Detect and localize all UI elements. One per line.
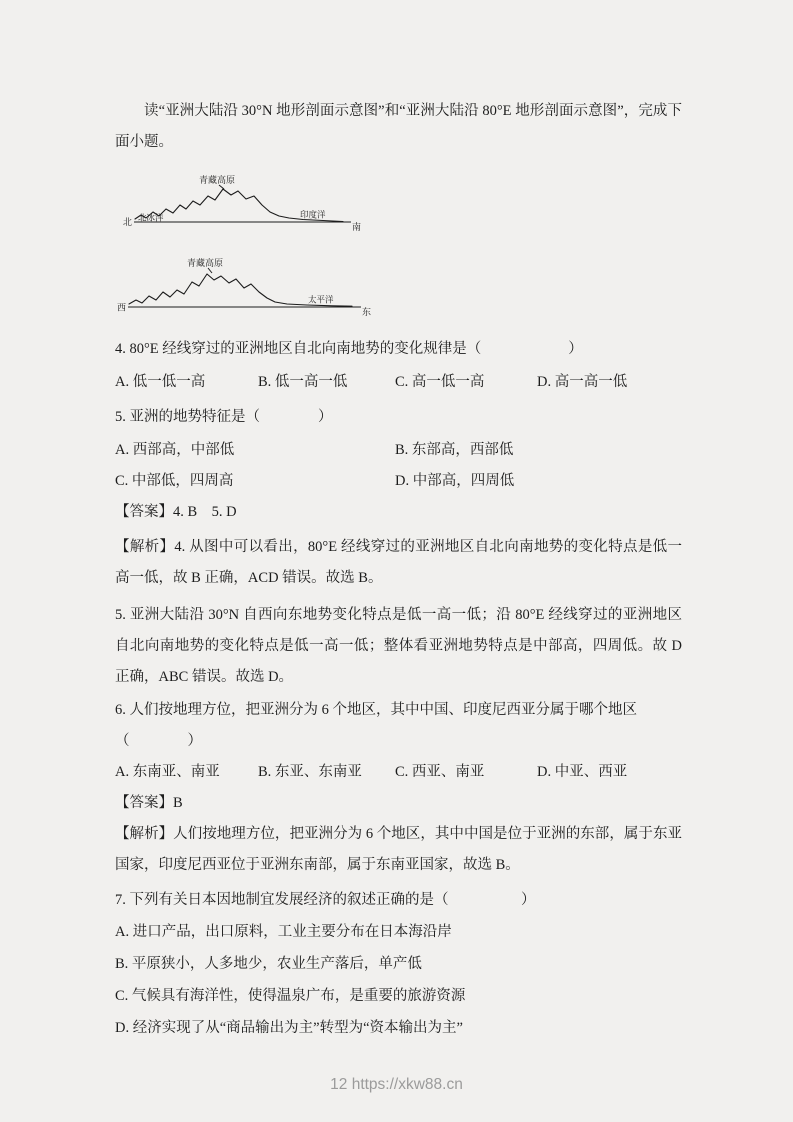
question-5-option-a: A. 西部高，中部低 xyxy=(115,442,235,458)
indian-ocean-label: 印度洋 xyxy=(300,209,326,220)
arctic-ocean-label: 北冰洋 xyxy=(138,212,164,223)
plateau-pointer-line xyxy=(219,185,224,189)
question-5-option-c: C. 中部低，四周高 xyxy=(115,473,234,489)
question-5-options xyxy=(115,435,682,497)
question-6-options xyxy=(115,757,682,788)
answer-6: 【答案】B xyxy=(115,795,183,811)
question-6-option-b: B. 东亚、东南亚 xyxy=(258,764,362,780)
plateau-label: 青藏高原 xyxy=(187,258,224,268)
west-direction-label: 西 xyxy=(117,302,127,313)
question-7-option-c: C. 气候具有海洋性，使得温泉广布，是重要的旅游资源 xyxy=(115,988,466,1004)
question-4-stem: 4. 80°E 经线穿过的亚洲地区自北向南地势的变化规律是（ ） xyxy=(115,341,583,357)
question-4-option-a: A. 低一低一高 xyxy=(115,374,206,390)
question-4-option-c: C. 高一低一高 xyxy=(395,374,485,390)
analysis-question-5: 5. 亚洲大陆沿 30°N 自西向东地势变化特点是低一高一低；沿 80°E 经线穿过的亚洲地区自北向南地势的变化特点是低一高一低；整体看亚洲地势特点是中部高，四周低。故 D 正确，ABC 错误。故选 D。 xyxy=(115,607,682,685)
analysis-question-6: 【解析】人们按地理方位，把亚洲分为 6 个地区，其中中国是位于亚洲的东部，属于东亚国家，印度尼西亚位于亚洲东南部，属于东南亚国家，故选 B。 xyxy=(115,826,682,873)
analysis-question-4: 【解析】4. 从图中可以看出，80°E 经线穿过的亚洲地区自北向南地势的变化特点是低一高一低，故 B 正确，ACD 错误。故选 B。 xyxy=(115,539,682,586)
east-direction-label: 东 xyxy=(362,307,372,317)
plateau-pointer-line xyxy=(208,268,212,273)
question-4-option-d: D. 高一高一低 xyxy=(537,374,628,390)
question-7-option-b: B. 平原狭小，人多地少，农业生产落后，单产低 xyxy=(115,956,422,972)
answer-4-5: 【答案】4. B 5. D xyxy=(115,504,237,520)
question-5-option-b: B. 东部高，西部低 xyxy=(395,442,514,458)
question-7-option-d: D. 经济实现了从“商品输出为主”转型为“资本输出为主” xyxy=(115,1020,463,1036)
south-direction-label: 南 xyxy=(352,222,362,232)
question-7-stem: 7. 下列有关日本因地制宜发展经济的叙述正确的是（ ） xyxy=(115,892,536,908)
question-7-option-a: A. 进口产品，出口原料，工业主要分布在日本海沿岸 xyxy=(115,924,452,940)
question-4-options xyxy=(115,367,682,398)
question-4-option-b: B. 低一高一低 xyxy=(258,374,348,390)
question-6-option-d: D. 中亚、西亚 xyxy=(537,764,628,780)
question-5-stem: 5. 亚洲的地势特征是（ ） xyxy=(115,409,333,425)
terrain-profile-80e-diagram xyxy=(123,172,682,241)
terrain-profile-30n-svg xyxy=(117,255,375,321)
north-direction-label: 北 xyxy=(123,217,133,227)
page-footer: 12 https://xkw88.cn xyxy=(330,1076,463,1093)
pacific-ocean-label: 太平洋 xyxy=(308,294,334,305)
question-6-option-a: A. 东南亚、南亚 xyxy=(115,764,220,780)
question-6-option-c: C. 西亚、南亚 xyxy=(395,764,485,780)
terrain-profile-30n-diagram xyxy=(117,255,682,326)
document-content xyxy=(115,96,682,1044)
question-6-paren: （ ） xyxy=(115,733,202,749)
plateau-label: 青藏高原 xyxy=(199,175,236,185)
intro-text: 读“亚洲大陆沿 30°N 地形剖面示意图”和“亚洲大陆沿 80°E 地形剖面示意图”，完成下面小题。 xyxy=(115,103,682,150)
question-5-option-d: D. 中部高，四周低 xyxy=(395,473,515,489)
question-6-stem: 6. 人们按地理方位，把亚洲分为 6 个地区，其中中国、印度尼西亚分属于哪个地区 xyxy=(115,702,637,718)
terrain-profile-80e-svg xyxy=(123,172,363,236)
